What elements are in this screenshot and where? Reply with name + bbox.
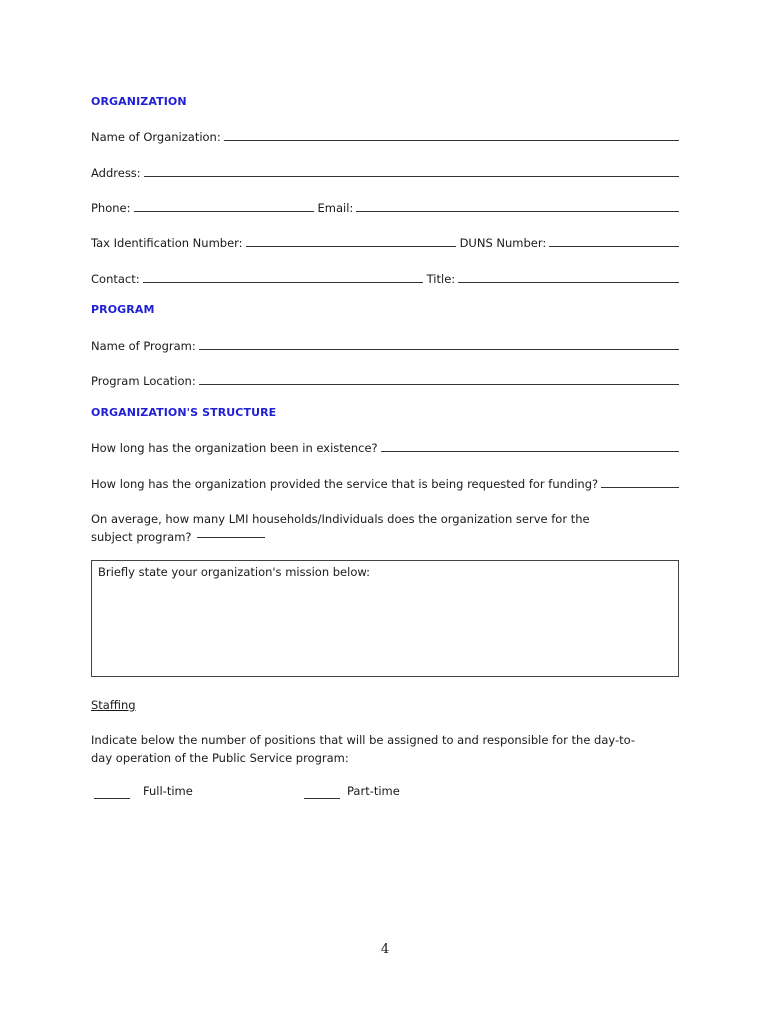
organization-name-field[interactable] bbox=[224, 140, 679, 141]
mission-prompt: Briefly state your organization's mission below: bbox=[98, 565, 371, 579]
email-field[interactable] bbox=[356, 211, 679, 212]
program-location-label: Program Location: bbox=[91, 374, 196, 388]
service-duration-row bbox=[91, 475, 679, 491]
part-time-field[interactable] bbox=[304, 798, 340, 799]
full-time-field[interactable] bbox=[94, 798, 130, 799]
part-time-label: Part-time bbox=[347, 784, 400, 798]
lmi-question-block bbox=[91, 510, 631, 546]
tax-id-label: Tax Identification Number: bbox=[91, 236, 243, 250]
title-field[interactable] bbox=[458, 282, 679, 283]
page-number: 4 bbox=[380, 942, 390, 957]
program-heading: PROGRAM bbox=[91, 303, 155, 316]
title-label: Title: bbox=[426, 272, 456, 286]
organization-heading: ORGANIZATION bbox=[91, 95, 187, 108]
service-duration-field[interactable] bbox=[601, 487, 679, 488]
existence-question: How long has the organization been in existence? bbox=[91, 441, 378, 455]
address-label: Address: bbox=[91, 166, 141, 180]
lmi-question: On average, how many LMI households/Individuals does the organization serve for the subject program? bbox=[91, 512, 590, 544]
contact-title-row bbox=[91, 270, 679, 286]
program-name-field[interactable] bbox=[199, 349, 679, 350]
organization-name-row bbox=[91, 128, 679, 144]
program-name-label: Name of Program: bbox=[91, 339, 196, 353]
contact-field[interactable] bbox=[143, 282, 423, 283]
address-row bbox=[91, 164, 679, 180]
organization-name-label: Name of Organization: bbox=[91, 130, 221, 144]
contact-label: Contact: bbox=[91, 272, 140, 286]
duns-field[interactable] bbox=[549, 246, 679, 247]
staffing-instructions: Indicate below the number of positions that will be assigned to and responsible for the day-to-day operation of the Public Service program: bbox=[91, 733, 636, 765]
lmi-field[interactable] bbox=[197, 537, 265, 538]
structure-heading: ORGANIZATION'S STRUCTURE bbox=[91, 406, 277, 419]
program-name-row bbox=[91, 337, 679, 353]
phone-field[interactable] bbox=[134, 211, 314, 212]
existence-field[interactable] bbox=[381, 451, 679, 452]
duns-label: DUNS Number: bbox=[459, 236, 547, 250]
existence-row bbox=[91, 439, 679, 455]
phone-email-row bbox=[91, 199, 679, 215]
phone-label: Phone: bbox=[91, 201, 131, 215]
address-field[interactable] bbox=[144, 176, 679, 177]
email-label: Email: bbox=[317, 201, 354, 215]
program-location-row bbox=[91, 372, 679, 388]
tax-duns-row bbox=[91, 234, 679, 250]
staffing-heading: Staffing bbox=[91, 698, 136, 712]
service-duration-question: How long has the organization provided the service that is being requested for funding? bbox=[91, 477, 599, 491]
program-location-field[interactable] bbox=[199, 384, 679, 385]
mission-box[interactable] bbox=[91, 560, 679, 677]
tax-id-field[interactable] bbox=[246, 246, 456, 247]
full-time-label: Full-time bbox=[143, 784, 193, 798]
